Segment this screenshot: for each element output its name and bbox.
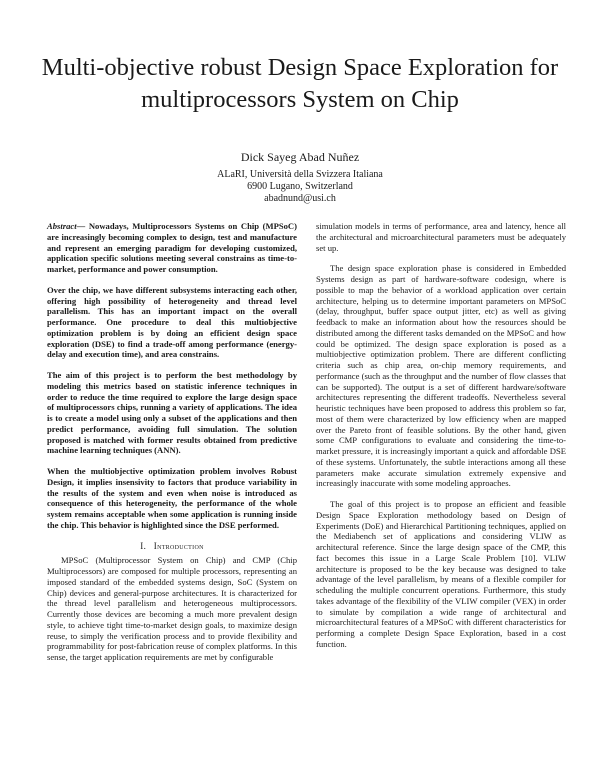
abstract-label: Abstract— — [47, 221, 86, 231]
section-heading-introduction — [47, 541, 297, 552]
author-email: abadnund@usi.ch — [264, 193, 336, 204]
left-column — [47, 221, 297, 673]
author-name: Dick Sayeg Abad Nuñez — [240, 150, 360, 164]
abstract-text-1: Nowadays, Multiprocessors Systems on Chip (MPSoC) are increasingly becoming complex to design, test and manufacture and represent an emerging paradigm for developing customized, application specific solutions meeting several constrains as time-to-market, performance and power consumption. — [47, 221, 297, 274]
author-affiliation: ALaRI, Università della Svizzera Italiana — [217, 169, 383, 180]
right-paragraph-1: The design space exploration phase is considered in Embedded Systems design as part of hardware-software codesign, where is possible to map the behavior of a workload application over certain architecture, helping us to determine important parameters on MPSoC (delay, throughput, buffer space output jitter, etc) as well as giving feedback to make an information about how the resources should be distributed among the different tasks demanded on the MPSoC and how could be optimized. The design space exploration is posed as a multiobjective optimization problem. There are different conflicting criteria such as chip area, on-chip memory requirements, and performance (such as the throughput and the number of flow classes that can be supported). The output is a set of different hardware/software architectures representing the different tradeoffs. Nevertheless several heuristic techniques have been proposed to address this problem so far, most of them were characterized by low efficiency when are mapped over the Pareto front of feasible solutions. By the other hand, given some CMP configurations to evaluate and considering the time-to-market pressure, it is increasingly important a quick and affordable DSE of these systems. Unfortunately, the subtle interactions among all these parameters make accurate simulation extremely expensive and increasingly inaccurate with some modeling approaches. — [316, 263, 566, 489]
intro-paragraph-1: MPSoC (Multiprocessor System on Chip) and CMP (Chip Multiprocessors) are composed for multiple processors, representing an imposed standard of the embedded systems design, SoC (System on Chip) devices and general-purpose architectures. It is characterized for the thread level parallelism and heterogeneous multiprocessors. Currently those devices are becoming a much more prevalent design style, to achieve tight time-to-market design goals, to maximize design reuse, to simply the verification process and to provide flexibility and programmability for post-fabrication reuse of complex platforms. In this sense, the target application requirements are met by configurable — [47, 555, 297, 662]
abstract-paragraph-3: The aim of this project is to perform the best methodology by modeling this metrics based on statistic inference techniques in order to reduce the time required to explore the large design space of multiprocessors chips, running a variety of applications. The idea is to create a model using only a subset of the applications and then predict performance, avoiding full simulation. The solution proposed is matched with former results obtained from predictive machine learning techniques (ANN). — [47, 370, 297, 456]
right-column — [316, 221, 566, 660]
abstract-paragraph-4: When the multiobjective optimization problem involves Robust Design, it implies insensivity to factors that produce variability in the results of the system and even when noise is introduced as consequence of this heterogeneity, the performance of the whole system remains acceptable when some application is running inside the chip. This behavior is highlighted since the DSE performed. — [47, 466, 297, 530]
author-address: 6900 Lugano, Switzerland — [247, 181, 353, 192]
section-title: Introduction — [153, 540, 204, 551]
section-number: I. — [140, 540, 147, 551]
paper-title: Multi-objective robust Design Space Exploration for multiprocessors System on Chip — [41, 54, 559, 113]
abstract-paragraph-2: Over the chip, we have different subsystems interacting each other, offering high possibility of heterogeneity and thread level parallelism. This has an important impact on the overall performance. One procedure to deal this multiobjective optimization problem is by doing an efficient design space exploration (DSE) to find a trade-off among performance (energy-delay and execution time), and area constrains. — [47, 284, 297, 360]
right-paragraph-0: simulation models in terms of performance, area and latency, hence all the architectural and microarchitectural parameters must be adequately set up. — [316, 221, 566, 253]
right-paragraph-2: The goal of this project is to propose an efficient and feasible Design Space Exploration methodology based on Design of Experiments (DoE) and Hierarchical Partitioning techniques, applied on the Mediabench set of applications and considering VLIW as architectural reference. Since the large design space of the CMP, this fact becomes this issue in a Large Scale Problem [10]. VLIW architecture is proposed to be the key because was designed to take advantage of the level parallelism, by means of a flexible compiler for scheduling the multiple concurrent operations. Furthermore, this study takes advantage of the flexibility of the VLIW compiler (VEX) in order to simulate by compilation a wide range of architectural and microarchitectural features of a MPSoC with different characteristics for performing a complete Design Space Exploration, based in a cost function. — [316, 499, 566, 649]
author-block — [0, 150, 600, 205]
abstract-paragraph-1 — [47, 221, 297, 275]
